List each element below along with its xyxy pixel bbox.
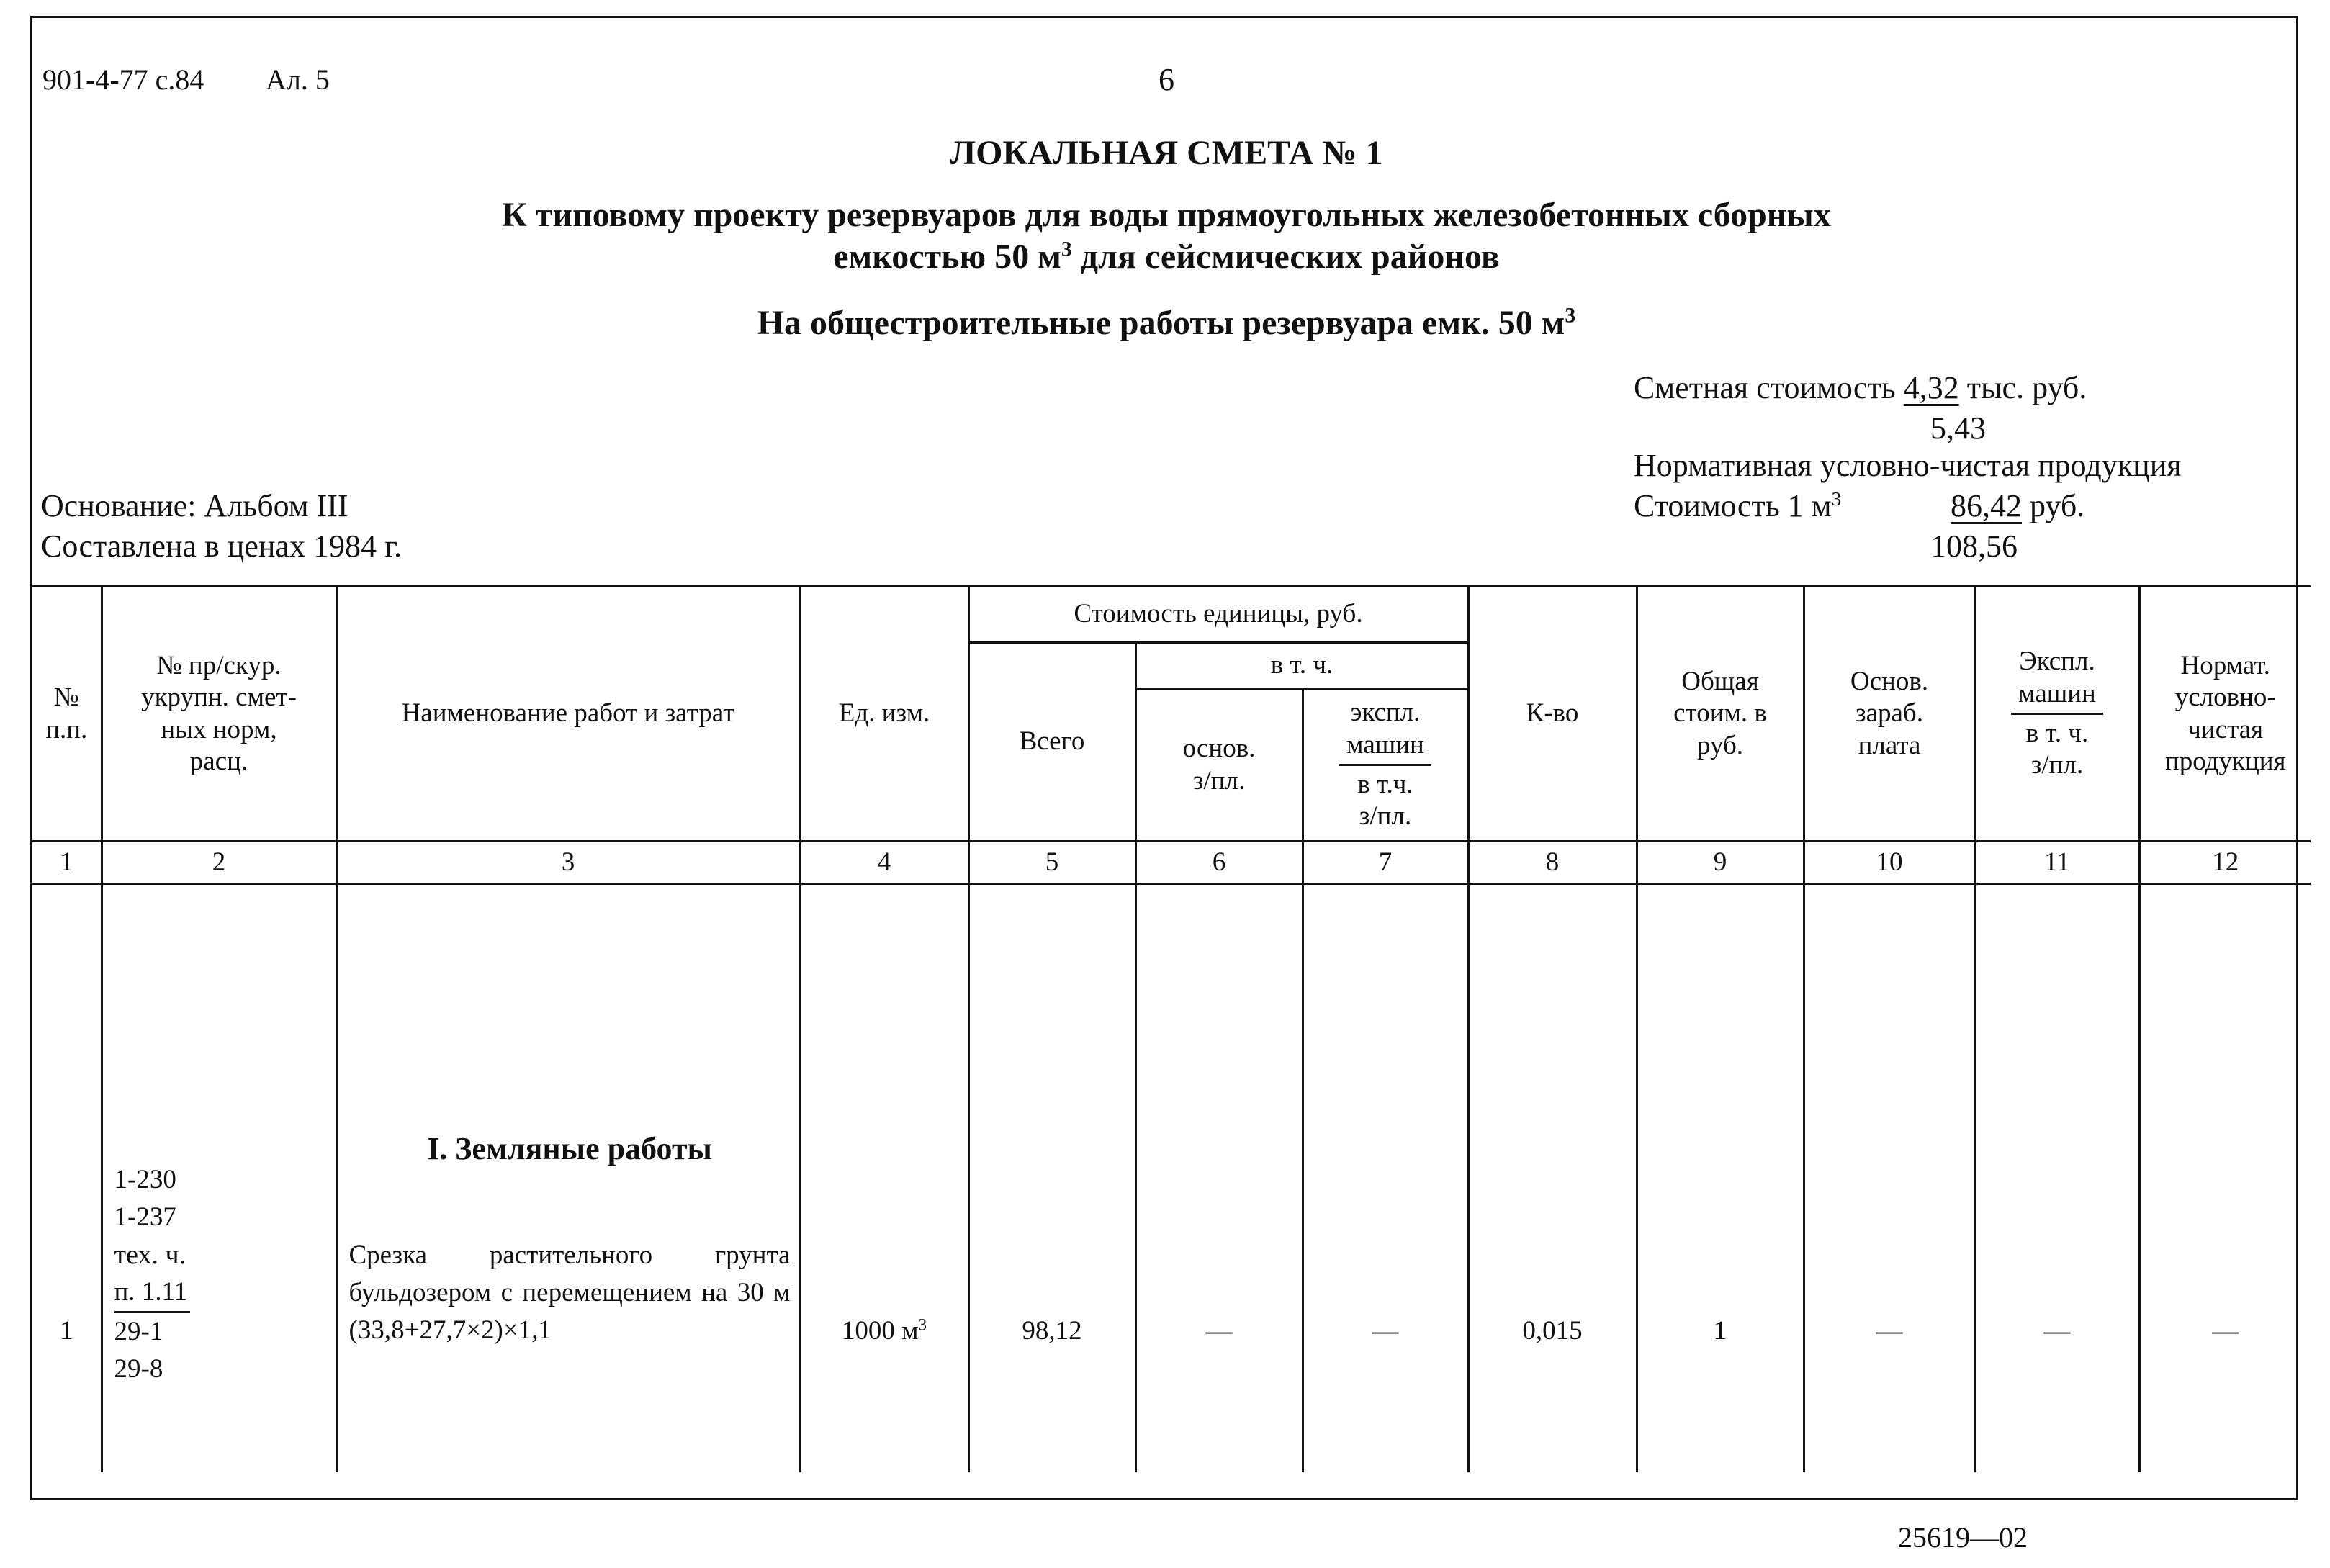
column-number: 11 — [1975, 842, 2139, 884]
table-row — [32, 884, 2311, 1473]
header-col-4: Ед. изм. — [800, 587, 968, 842]
total-cell: 98,12 — [968, 884, 1135, 1473]
estimate-table — [32, 585, 2311, 1472]
header-col-9: Общая стоим. в руб. — [1637, 587, 1804, 842]
unit-cost-label: Стоимость 1 $м^3$ — [1634, 488, 1842, 523]
basis-line: Основание: Альбом III — [41, 488, 348, 523]
page-number: 6 — [1159, 62, 1174, 97]
subtitle-line-2: емкостью 50 $м^3$ для сейсмических районов — [833, 237, 1500, 276]
subtitle-line-1: К типовому проекту резервуаров для воды прямоугольных железобетонных сборных — [502, 196, 1831, 234]
unit-cost-value: 86,42 руб. — [1951, 488, 2085, 523]
album-number: Ал. 5 — [266, 63, 330, 96]
header-including: в т. ч. — [1135, 643, 1468, 689]
estimated-cost-denominator: 5,43 — [1930, 410, 1986, 446]
normative-product-label: Нормативная условно-чистая продукция — [1634, 448, 2182, 483]
column-number: 1 — [32, 842, 102, 884]
column-number-row — [32, 842, 2311, 884]
column-number: 8 — [1468, 842, 1637, 884]
row-number: 1 — [32, 884, 102, 1473]
works-title: На общестроительные работы резервуара емк. 50 $м^3$ — [757, 303, 1576, 342]
header-col-10: Основ. зараб. плата — [1804, 587, 1975, 842]
column-number: 5 — [968, 842, 1135, 884]
unit-cell: 1000 $м^3$ — [800, 884, 968, 1473]
header-row-1 — [32, 587, 2311, 643]
column-number: 10 — [1804, 842, 1975, 884]
header-unit-cost-group: Стоимость единицы, руб. — [968, 587, 1468, 643]
quantity-cell: 0,015 — [1468, 884, 1637, 1473]
column-number: 3 — [336, 842, 800, 884]
header-col-6: основ. з/пл. — [1135, 689, 1303, 842]
column-number: 2 — [102, 842, 336, 884]
column-number: 4 — [800, 842, 968, 884]
header-col-12: Нормат. условно- чистая продукция — [2139, 587, 2311, 842]
unit-cost-denominator: 108,56 — [1930, 528, 2018, 564]
document-sheet — [30, 16, 2298, 1500]
header-col-7: экспл. машин в т.ч. з/пл. — [1303, 689, 1468, 842]
header-col-5: Всего — [968, 643, 1135, 842]
header-col-1: № п.п. — [32, 587, 102, 842]
base-wage-cell: — — [1135, 884, 1303, 1473]
header-col-11: Экспл. машин в т. ч. з/пл. — [1975, 587, 2139, 842]
column-number: 7 — [1303, 842, 1468, 884]
machine-operation-cell: — — [1975, 884, 2139, 1473]
column-number: 12 — [2139, 842, 2311, 884]
base-pay-cell: — — [1804, 884, 1975, 1473]
norm-codes: 1-230 1-237 тех. ч. п. 1.11 29-1 29-8 — [102, 884, 336, 1473]
estimated-cost: Сметная стоимость 4,32 тыс. руб. — [1634, 370, 2087, 405]
total-cost-cell: 1 — [1637, 884, 1804, 1473]
column-number: 9 — [1637, 842, 1804, 884]
header-col-3: Наименование работ и затрат — [336, 587, 800, 842]
normative-product-cell: — — [2139, 884, 2311, 1473]
section-title: I. Земляные работы — [427, 1130, 712, 1166]
column-number: 6 — [1135, 842, 1303, 884]
header-col-8: К-во — [1468, 587, 1637, 842]
estimate-title: ЛОКАЛЬНАЯ СМЕТА № 1 — [950, 134, 1383, 172]
header-col-2: № пр/скур. укрупн. смет- ных норм, расц. — [102, 587, 336, 842]
prices-line: Составлена в ценах 1984 г. — [41, 528, 402, 564]
drawing-code: 25619—02 — [1898, 1521, 2028, 1554]
work-name-cell — [336, 884, 800, 1473]
project-code: 901-4-77 с.84 — [42, 63, 204, 96]
work-name: Срезка растительного грунта бульдозером с перемещением на 30 м (33,8+27,7×2)×1,1 — [348, 1240, 791, 1346]
machine-cost-cell: — — [1303, 884, 1468, 1473]
